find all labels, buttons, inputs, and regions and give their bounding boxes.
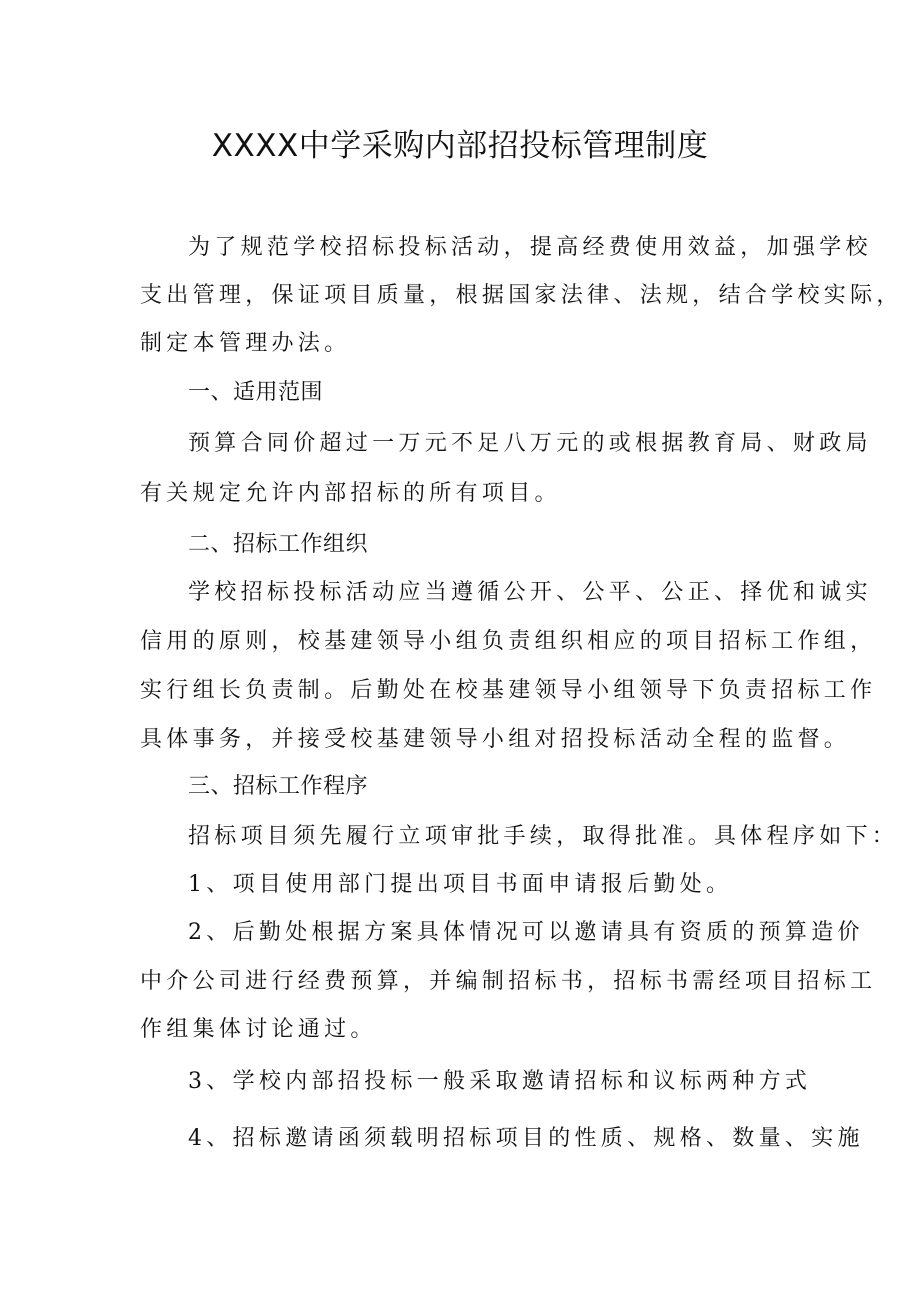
section-heading-procedure: 三、招标工作程序 — [188, 774, 369, 799]
organization-line-3: 实行组长负责制。后勤处在校基建领导小组领导下负责招标工作 — [140, 678, 877, 703]
document-title: XXXX中学采购内部招投标管理制度 — [211, 128, 709, 164]
organization-line-2: 信用的原则，校基建领导小组负责组织相应的项目招标工作组， — [140, 629, 877, 654]
intro-line-1: 为了规范学校招标投标活动，提高经费使用效益，加强学校 — [188, 235, 872, 260]
procedure-item-4: 4、招标邀请函须载明招标项目的性质、规格、数量、实施 — [188, 1126, 864, 1151]
procedure-item-2-line-3: 作组集体讨论通过。 — [140, 1017, 377, 1042]
procedure-lead: 招标项目须先履行立项审批手续，取得批准。具体程序如下： — [188, 824, 899, 849]
procedure-item-3: 3、学校内部招投标一般采取邀请招标和议标两种方式 — [188, 1069, 812, 1094]
intro-line-3: 制定本管理办法。 — [140, 331, 351, 356]
section-heading-scope: 一、适用范围 — [188, 380, 324, 405]
procedure-item-1: 1、项目使用部门提出项目书面申请报后勤处。 — [188, 872, 733, 897]
organization-line-4: 具体事务，并接受校基建领导小组对招投标活动全程的监督。 — [140, 727, 851, 752]
organization-line-1: 学校招标投标活动应当遵循公开、公平、公正、择优和诚实 — [188, 580, 872, 605]
procedure-item-2-line-2: 中介公司进行经费预算，并编制招标书，招标书需经项目招标工 — [140, 969, 877, 994]
scope-line-1: 预算合同价超过一万元不足八万元的或根据教育局、财政局 — [188, 431, 872, 456]
intro-line-2: 支出管理，保证项目质量，根据国家法律、法规，结合学校实际， — [140, 283, 903, 308]
section-heading-organization: 二、招标工作组织 — [188, 532, 369, 557]
procedure-item-2-line-1: 2、后勤处根据方案具体情况可以邀请具有资质的预算造价 — [188, 920, 864, 945]
scope-line-2: 有关规定允许内部招标的所有项目。 — [140, 481, 561, 506]
